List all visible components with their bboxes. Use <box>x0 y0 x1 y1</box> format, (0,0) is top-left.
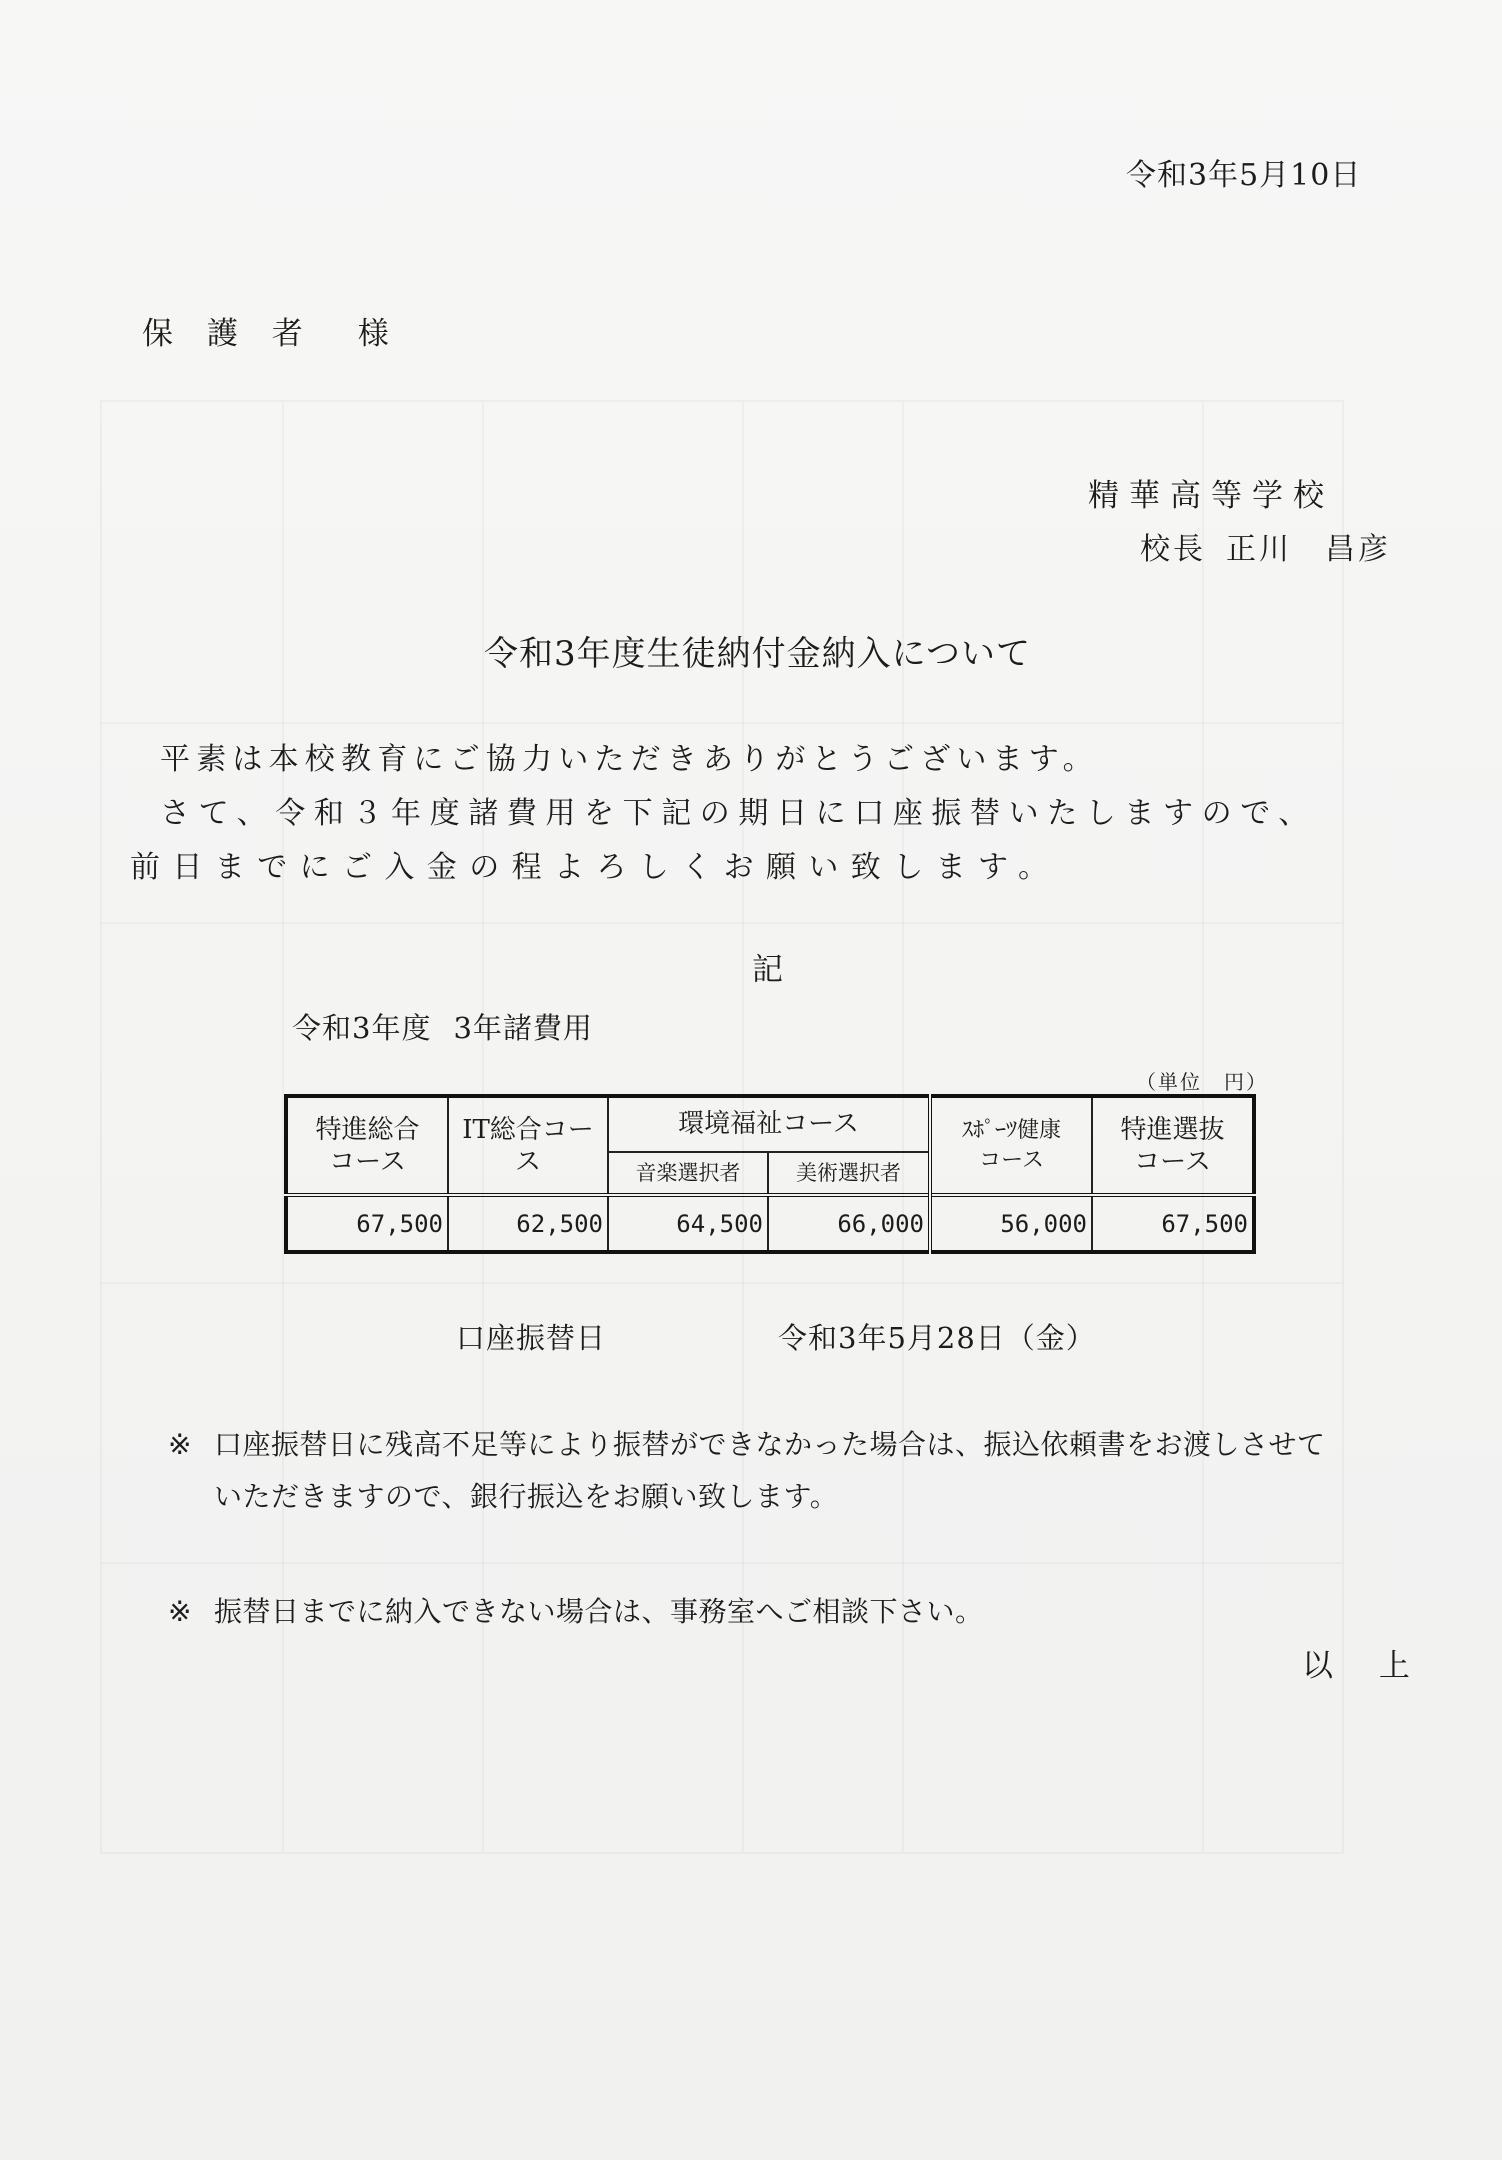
value-sports-kenko: 56,000 <box>930 1195 1092 1252</box>
issue-date: 令和3年5月10日 <box>1126 158 1362 193</box>
value-tokushin-senbatsu: 67,500 <box>1092 1195 1254 1252</box>
fee-subject-year: 令和3年度 <box>292 1011 432 1045</box>
fee-values-row <box>286 1195 1254 1252</box>
note-1-line-2: いただきますので、銀行振込をお願い致します。 <box>214 1480 839 1513</box>
header-bijutsu: 美術選択者 <box>768 1152 930 1195</box>
fee-table <box>284 1094 1256 1254</box>
note-2-mark: ※ <box>168 1595 192 1628</box>
fee-subject <box>292 1006 593 1047</box>
header-it-sogo: IT総合コー ス <box>448 1096 608 1195</box>
recipient: 保 護 者 様 <box>142 316 401 352</box>
note-2-text: 振替日までに納入できない場合は、事務室へご相談下さい。 <box>213 1595 984 1628</box>
header-tokushin-senbatsu: 特進選抜 コース <box>1092 1096 1254 1195</box>
principal-title: 校長 <box>1140 532 1206 567</box>
body-line-1: 平素は本校教育にご協力いただきありがとうございます。 <box>160 742 1099 777</box>
value-it-sogo: 62,500 <box>448 1195 608 1252</box>
header-kankyo-fukushi: 環境福祉コース <box>608 1096 930 1152</box>
note-1-mark: ※ <box>168 1428 192 1461</box>
note-1-line-1 <box>168 1423 1325 1463</box>
value-bijutsu: 66,000 <box>768 1195 930 1252</box>
header-sports-kenko: ｽﾎﾟｰﾂ健康 コース <box>930 1096 1092 1195</box>
header-tokushin-sogo: 特進総合 コース <box>286 1096 448 1195</box>
sender-school: 精華高等学校 <box>1088 478 1334 514</box>
sender-principal <box>1140 524 1411 568</box>
value-tokushin-sogo: 67,500 <box>286 1195 448 1252</box>
transfer-label: 口座振替日 <box>456 1321 607 1355</box>
ki-heading: 記 <box>752 952 783 988</box>
fee-subject-name: 3年諸費用 <box>453 1011 593 1045</box>
header-ongaku: 音楽選択者 <box>608 1152 768 1195</box>
fee-unit: （単位 円） <box>1136 1070 1268 1094</box>
closing-ijo: 以 上 <box>1302 1648 1428 1684</box>
body-line-3: 前日までにご入金の程よろしくお願い致します。 <box>130 850 1061 885</box>
transfer-date: 令和3年5月28日（金） <box>778 1321 1096 1355</box>
body-line-2: さて、令和３年度諸費用を下記の期日に口座振替いたしますので、 <box>160 796 1317 831</box>
document-title: 令和3年度生徒納付金納入について <box>484 634 1031 674</box>
value-ongaku: 64,500 <box>608 1195 768 1252</box>
note-1-text: 口座振替日に残高不足等により振替ができなかった場合は、振込依頼書をお渡しさせて <box>213 1428 1326 1461</box>
note-2 <box>168 1590 983 1630</box>
principal-name: 正川 昌彦 <box>1226 532 1391 567</box>
